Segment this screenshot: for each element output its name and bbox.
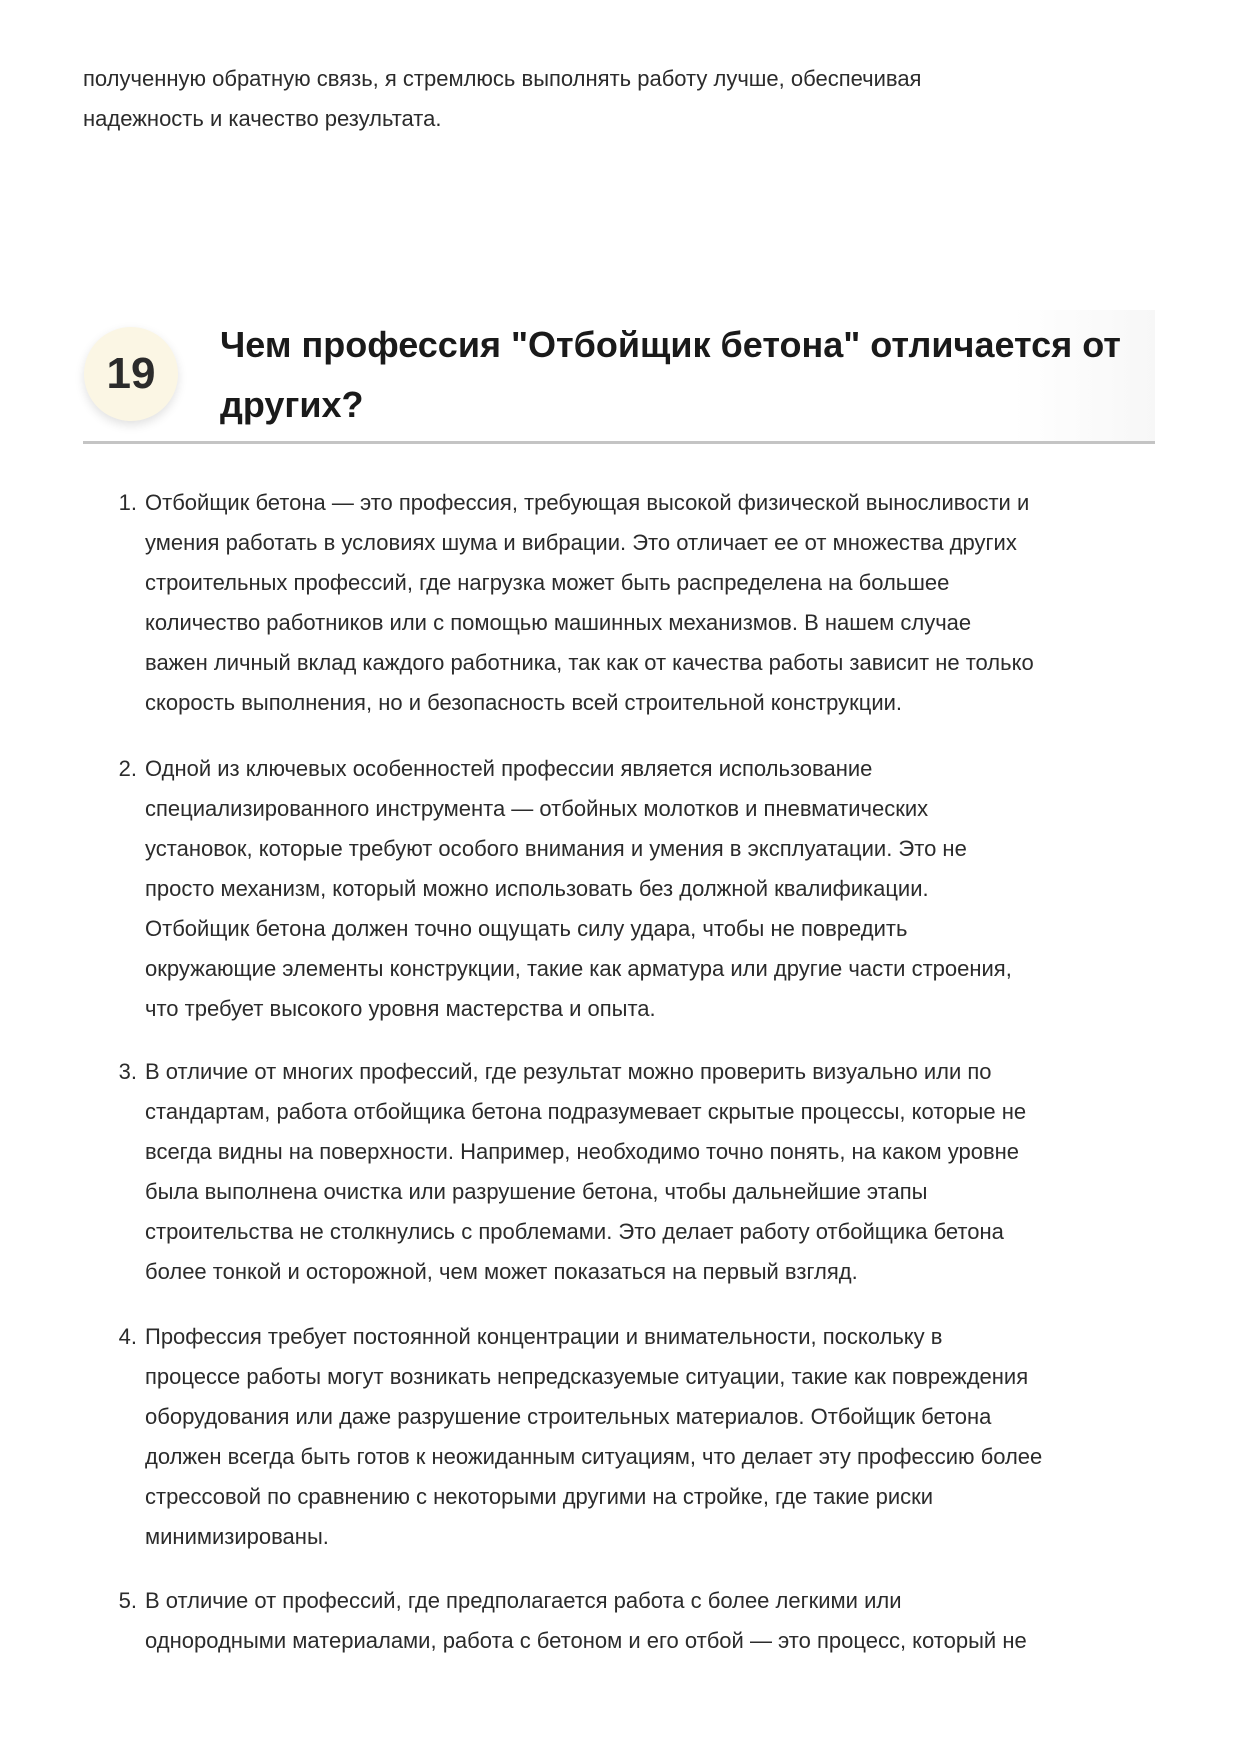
list-item-line: умения работать в условиях шума и вибрации. Это отличает ее от множества других bbox=[145, 530, 1017, 555]
list-item-number: 1. bbox=[118, 490, 137, 515]
paragraph-line: надежность и качество результата. bbox=[83, 106, 442, 131]
list-item-line: минимизированы. bbox=[145, 1524, 329, 1549]
list-item-line: всегда видны на поверхности. Например, необходимо точно понять, на каком уровне bbox=[145, 1139, 1020, 1164]
list-item-line: Профессия требует постоянной концентрации и внимательности, поскольку в bbox=[145, 1324, 943, 1349]
section-number: 19 bbox=[106, 349, 156, 398]
list-item-line: Отбойщик бетона — это профессия, требующая высокой физической выносливости и bbox=[145, 490, 1030, 515]
list-item-line: должен всегда быть готов к неожиданным ситуациям, что делает эту профессию более bbox=[145, 1444, 1043, 1469]
list-item-line: В отличие от профессий, где предполагается работа с более легкими или bbox=[145, 1588, 902, 1613]
list-item-line: более тонкой и осторожной, чем может показаться на первый взгляд. bbox=[145, 1259, 858, 1284]
list-item-line: установок, которые требуют особого внимания и умения в эксплуатации. Это не bbox=[145, 836, 967, 861]
list-item-number: 3. bbox=[118, 1059, 137, 1084]
list-item-number: 2. bbox=[118, 756, 137, 781]
list-item-line: просто механизм, который можно использовать без должной квалификации. bbox=[145, 876, 929, 901]
section-title-line: Чем профессия "Отбойщик бетона" отличается от bbox=[220, 324, 1121, 365]
list-item-line: Отбойщик бетона должен точно ощущать силу удара, чтобы не повредить bbox=[145, 916, 908, 941]
paragraph-line: полученную обратную связь, я стремлюсь выполнять работу лучше, обеспечивая bbox=[83, 66, 922, 91]
list-item-line: стрессовой по сравнению с некоторыми другими на стройке, где такие риски bbox=[145, 1484, 934, 1509]
list-item-line: была выполнена очистка или разрушение бетона, чтобы дальнейшие этапы bbox=[145, 1179, 928, 1204]
section-number-badge bbox=[84, 327, 178, 421]
list-item-line: строительных профессий, где нагрузка может быть распределена на большее bbox=[145, 570, 950, 595]
section-title-line: других? bbox=[220, 384, 364, 425]
list-item-line: количество работников или с помощью машинных механизмов. В нашем случае bbox=[145, 610, 972, 635]
list-item-line: В отличие от многих профессий, где результат можно проверить визуально или по bbox=[145, 1059, 992, 1084]
list-item-line: однородными материалами, работа с бетоном и его отбой — это процесс, который не bbox=[145, 1628, 1027, 1653]
list-item-number: 5. bbox=[118, 1588, 137, 1613]
list-item-number: 4. bbox=[118, 1324, 137, 1349]
list-item-line: специализированного инструмента — отбойных молотков и пневматических bbox=[145, 796, 929, 821]
list-item-line: скорость выполнения, но и безопасность всей строительной конструкции. bbox=[145, 690, 903, 715]
list-item-line: окружающие элементы конструкции, такие как арматура или другие части строения, bbox=[145, 956, 1012, 981]
list-item-line: процессе работы могут возникать непредсказуемые ситуации, такие как повреждения bbox=[145, 1364, 1029, 1389]
list-item-line: стандартам, работа отбойщика бетона подразумевает скрытые процессы, которые не bbox=[145, 1099, 1027, 1124]
list-item-line: Одной из ключевых особенностей профессии является использование bbox=[145, 756, 873, 781]
list-item-line: оборудования или даже разрушение строительных материалов. Отбойщик бетона bbox=[145, 1404, 992, 1429]
list-item-line: важен личный вклад каждого работника, так как от качества работы зависит не только bbox=[145, 650, 1034, 675]
list-item-line: строительства не столкнулись с проблемами. Это делает работу отбойщика бетона bbox=[145, 1219, 1004, 1244]
heading-divider bbox=[83, 441, 1155, 444]
list-item-line: что требует высокого уровня мастерства и опыта. bbox=[145, 996, 656, 1021]
